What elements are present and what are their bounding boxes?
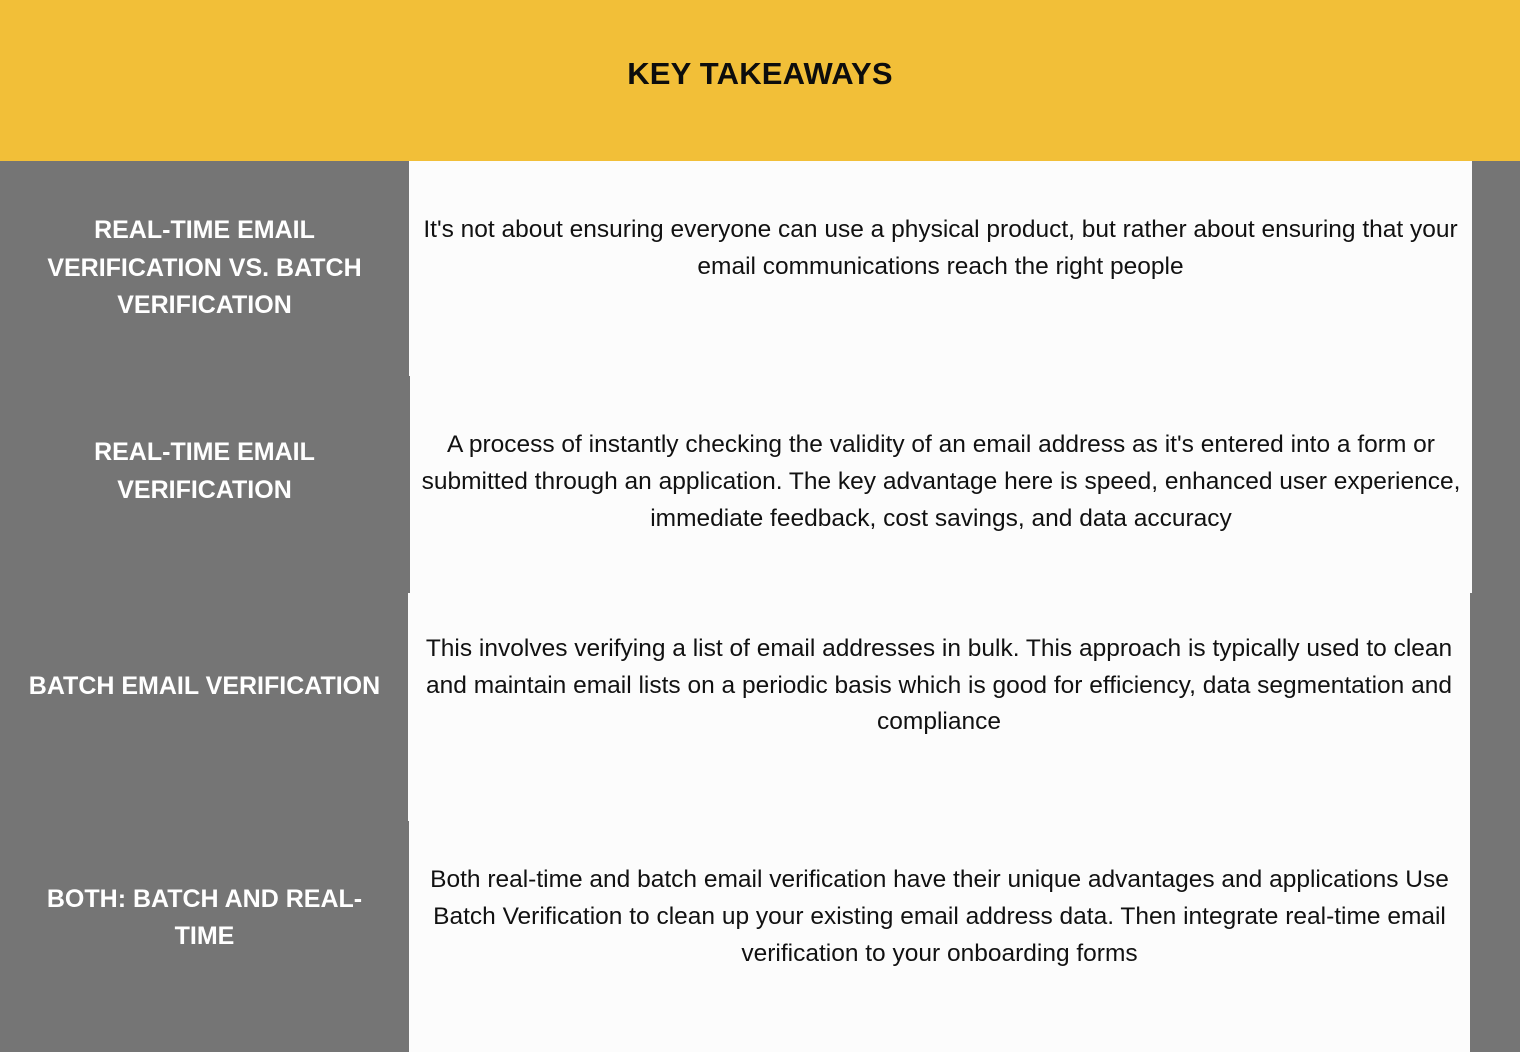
row-description-text: This involves verifying a list of email addresses in bulk. This approach is typically used to clean and maintain email lists on a periodic basis which is good for efficiency, data segmentation and compliance bbox=[425, 634, 1453, 736]
row-description-text: A process of instantly checking the validity of an email address as it's entered into a form or submitted through an application. The key advantage here is speed, enhanced user experience, immediate feedback, cost savings, and data accuracy bbox=[421, 431, 1461, 532]
row-label-text: BOTH: BATCH AND REAL-TIME bbox=[46, 884, 363, 950]
row-label bbox=[0, 161, 409, 376]
row-label-text: REAL-TIME EMAIL VERIFICATION bbox=[94, 438, 315, 504]
key-takeaways-header bbox=[0, 0, 1520, 161]
page-title: KEY TAKEAWAYS bbox=[627, 56, 893, 91]
takeaway-row-comparison bbox=[0, 161, 1520, 376]
row-description-panel bbox=[410, 376, 1472, 593]
takeaway-row-batch bbox=[0, 593, 1520, 821]
row-description bbox=[409, 161, 1472, 376]
row-label bbox=[0, 593, 409, 821]
row-description-panel bbox=[408, 593, 1470, 821]
row-description-panel bbox=[409, 161, 1472, 376]
row-label-text: BATCH EMAIL VERIFICATION bbox=[28, 671, 381, 700]
takeaway-row-both bbox=[0, 821, 1520, 1052]
takeaway-row-real-time bbox=[0, 376, 1520, 593]
row-label-text: REAL-TIME EMAIL VERIFICATION VS. BATCH VERIFICATION bbox=[47, 216, 362, 320]
row-description-text: Both real-time and batch email verification have their unique advantages and applications Use Batch Verification to clean up your existing email address data. Then integrate real-time email verification to your onboarding forms bbox=[430, 866, 1449, 967]
row-description bbox=[409, 821, 1470, 1052]
row-label bbox=[0, 376, 409, 593]
row-description-text: It's not about ensuring everyone can use a physical product, but rather about ensuring that your email communications reach the right people bbox=[423, 216, 1458, 280]
row-description bbox=[410, 376, 1472, 593]
row-description bbox=[408, 593, 1470, 821]
row-label bbox=[0, 821, 409, 1052]
row-description-panel bbox=[409, 821, 1470, 1052]
